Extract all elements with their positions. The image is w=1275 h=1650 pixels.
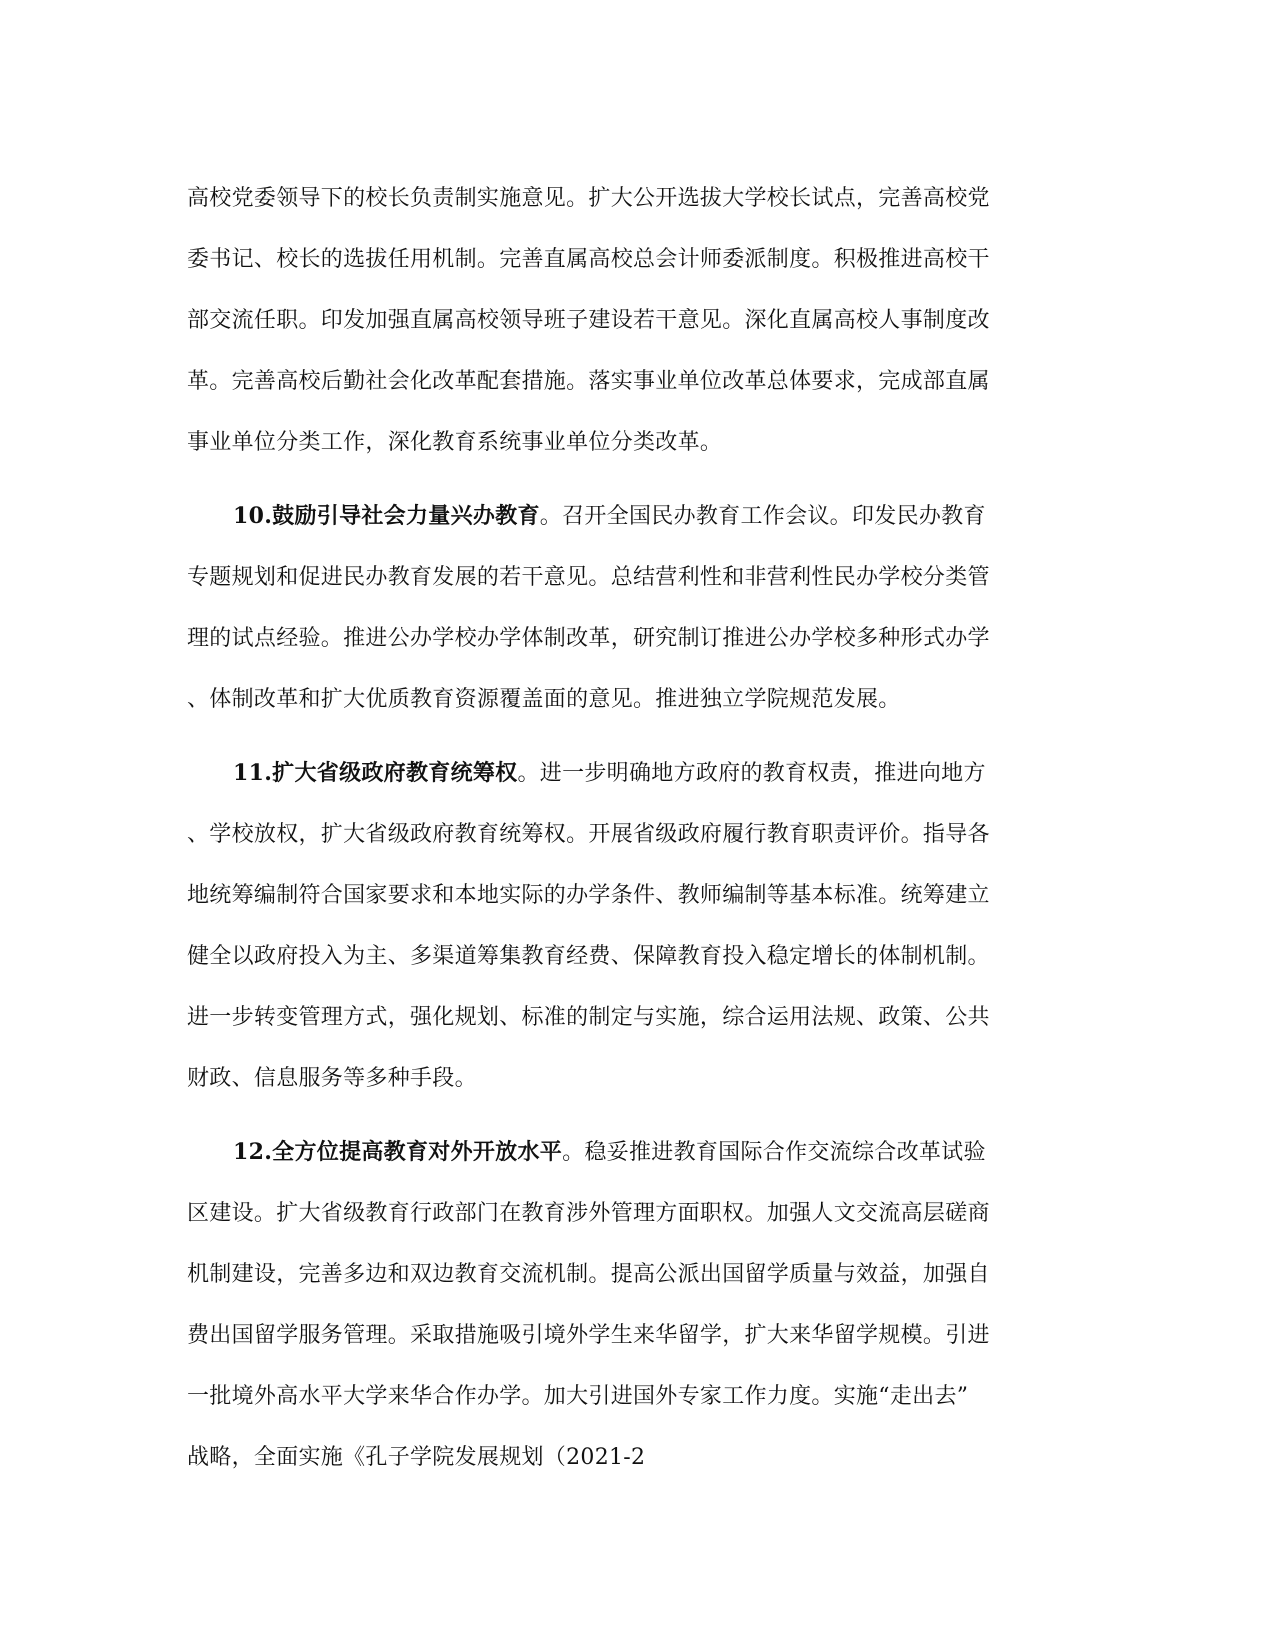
paragraph-11 — [187, 743, 1087, 1109]
text-line: 进一步转变管理方式，强化规划、标准的制定与实施，综合运用法规、政策、公共 — [187, 1005, 990, 1030]
paragraph-first-line — [187, 486, 1087, 547]
paragraph-10 — [187, 486, 1087, 730]
text-line: 地统筹编制符合国家要求和本地实际的办学条件、教师编制等基本标准。统筹建立 — [187, 883, 990, 908]
section-heading: 10.鼓励引导社会力量兴办教育 — [233, 503, 540, 529]
paragraph-continuation — [187, 168, 1087, 473]
text-line: 财政、信息服务等多种手段。 — [187, 1066, 477, 1091]
paragraph-gap — [187, 1109, 1087, 1122]
heading-line-text: 。进一步明确地方政府的教育权责，推进向地方 — [517, 761, 986, 786]
text-line: 革。完善高校后勤社会化改革配套措施。落实事业单位改革总体要求，完成部直属 — [187, 369, 990, 394]
text-line: 委书记、校长的选拔任用机制。完善直属高校总会计师委派制度。积极推进高校干 — [187, 247, 990, 272]
text-line: 健全以政府投入为主、多渠道筹集教育经费、保障教育投入稳定增长的体制机制。 — [187, 944, 990, 969]
paragraph-gap — [187, 730, 1087, 743]
heading-line-text: 。召开全国民办教育工作会议。印发民办教育 — [539, 504, 986, 529]
text-line: 一批境外高水平大学来华合作办学。加大引进国外专家工作力度。实施“走出去” — [187, 1384, 969, 1409]
text-line: 专题规划和促进民办教育发展的若干意见。总结营利性和非营利性民办学校分类管 — [187, 565, 990, 590]
text-line: 、学校放权，扩大省级政府教育统筹权。开展省级政府履行教育职责评价。指导各 — [187, 822, 990, 847]
document-body — [187, 168, 1087, 1488]
text-line: 理的试点经验。推进公办学校办学体制改革，研究制订推进公办学校多种形式办学 — [187, 626, 990, 651]
text-line: 机制建设，完善多边和双边教育交流机制。提高公派出国留学质量与效益，加强自 — [187, 1262, 990, 1287]
text-line: 战略，全面实施《孔子学院发展规划（2021-2 — [187, 1445, 646, 1470]
text-line: 、体制改革和扩大优质教育资源覆盖面的意见。推进独立学院规范发展。 — [187, 687, 901, 712]
paragraph-first-line — [187, 1122, 1087, 1183]
paragraph-first-line — [187, 743, 1087, 804]
paragraph-12 — [187, 1122, 1087, 1488]
text-line: 区建设。扩大省级教育行政部门在教育涉外管理方面职权。加强人文交流高层磋商 — [187, 1201, 990, 1226]
heading-line-text: 。稳妥推进教育国际合作交流综合改革试验 — [562, 1140, 986, 1165]
text-line: 高校党委领导下的校长负责制实施意见。扩大公开选拔大学校长试点，完善高校党 — [187, 186, 990, 211]
paragraph-gap — [187, 473, 1087, 486]
text-line: 事业单位分类工作，深化教育系统事业单位分类改革。 — [187, 430, 723, 455]
text-line: 费出国留学服务管理。采取措施吸引境外学生来华留学，扩大来华留学规模。引进 — [187, 1323, 990, 1348]
section-heading: 11.扩大省级政府教育统筹权 — [233, 760, 518, 786]
text-line: 部交流任职。印发加强直属高校领导班子建设若干意见。深化直属高校人事制度改 — [187, 308, 990, 333]
section-heading: 12.全方位提高教育对外开放水平 — [233, 1139, 563, 1165]
